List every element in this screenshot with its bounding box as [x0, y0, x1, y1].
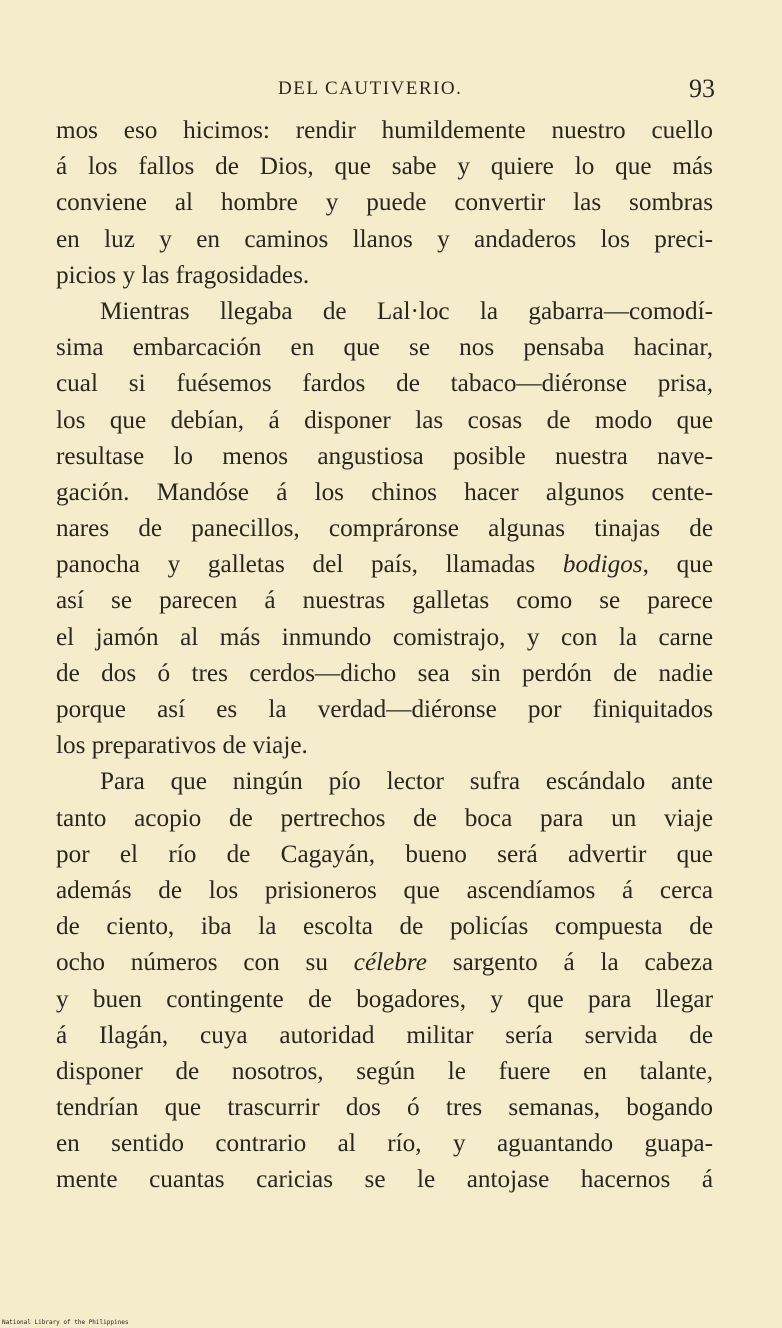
text-line: mos eso hicimos: rendir humildemente nuestro cuello: [56, 117, 713, 144]
text-line: á Ilagán, cuya autoridad militar sería servida de: [56, 1021, 713, 1049]
text-segment: panocha y galletas del país, llamadas: [56, 551, 563, 579]
text-line: los que debían, á disponer las cosas de modo que: [56, 406, 713, 434]
italic-term: célebre: [353, 949, 427, 977]
body-text: [56, 113, 713, 1199]
italic-term: bodigos: [562, 551, 643, 579]
text-line: [56, 945, 713, 981]
page-number: 93: [689, 74, 715, 103]
text-line: tendrían que trascurrir dos ó tres semanas, bogando: [56, 1094, 713, 1122]
text-line: picios y las fragosidades.: [56, 261, 310, 289]
text-line: de ciento, iba la escolta de policías compuesta de: [56, 913, 713, 941]
text-line: [56, 547, 713, 583]
text-line: conviene al hombre y puede convertir las sombras: [56, 189, 713, 217]
text-segment: , que: [642, 551, 713, 579]
text-line: tanto acopio de pertrechos de boca para un viaje: [56, 804, 713, 832]
text-line: disponer de nosotros, según le fuere en talante,: [56, 1057, 713, 1085]
text-line: nares de panecillos, compráronse algunas tinajas de: [56, 515, 713, 543]
library-credit: National Library of the Philippines: [2, 1319, 129, 1326]
text-line: cual si fuésemos fardos de tabaco—diéronse prisa,: [56, 370, 713, 398]
text-line: en luz y en caminos llanos y andaderos los preci-: [56, 225, 713, 253]
text-line: mente cuantas caricias se le antojase hacernos á: [56, 1166, 713, 1194]
text-line: sima embarcación en que se nos pensaba hacinar,: [56, 334, 713, 362]
text-line: Mientras llegaba de Lal·loc la gabarra—comodí-: [100, 297, 713, 325]
text-line: resultase lo menos angustiosa posible nuestra nave-: [56, 442, 713, 470]
text-line: así se parecen á nuestras galletas como se parece: [56, 587, 713, 615]
running-title: DEL CAUTIVERIO.: [278, 78, 463, 99]
text-line: á los fallos de Dios, que sabe y quiere lo que más: [56, 153, 713, 181]
text-line: en sentido contrario al río, y aguantando guapa-: [56, 1130, 713, 1158]
text-line: y buen contingente de bogadores, y que para llegar: [56, 985, 713, 1013]
text-line: por el río de Cagayán, bueno será advertir que: [56, 840, 713, 868]
text-line: el jamón al más inmundo comistrajo, y con la carne: [56, 623, 713, 651]
text-line: los preparativos de viaje.: [56, 732, 308, 760]
text-segment: sargento á la cabeza: [426, 949, 713, 977]
text-line: gación. Mandóse á los chinos hacer algunos cente-: [56, 478, 713, 506]
text-line: Para que ningún pío lector sufra escándalo ante: [100, 768, 713, 796]
text-line: además de los prisioneros que ascendíamos á cerca: [56, 876, 713, 904]
running-head: [60, 76, 715, 106]
text-segment: ocho números con su: [56, 949, 354, 977]
text-line: porque así es la verdad—diéronse por finiquitados: [56, 696, 713, 723]
text-line: de dos ó tres cerdos—dicho sea sin perdón de nadie: [56, 659, 713, 687]
